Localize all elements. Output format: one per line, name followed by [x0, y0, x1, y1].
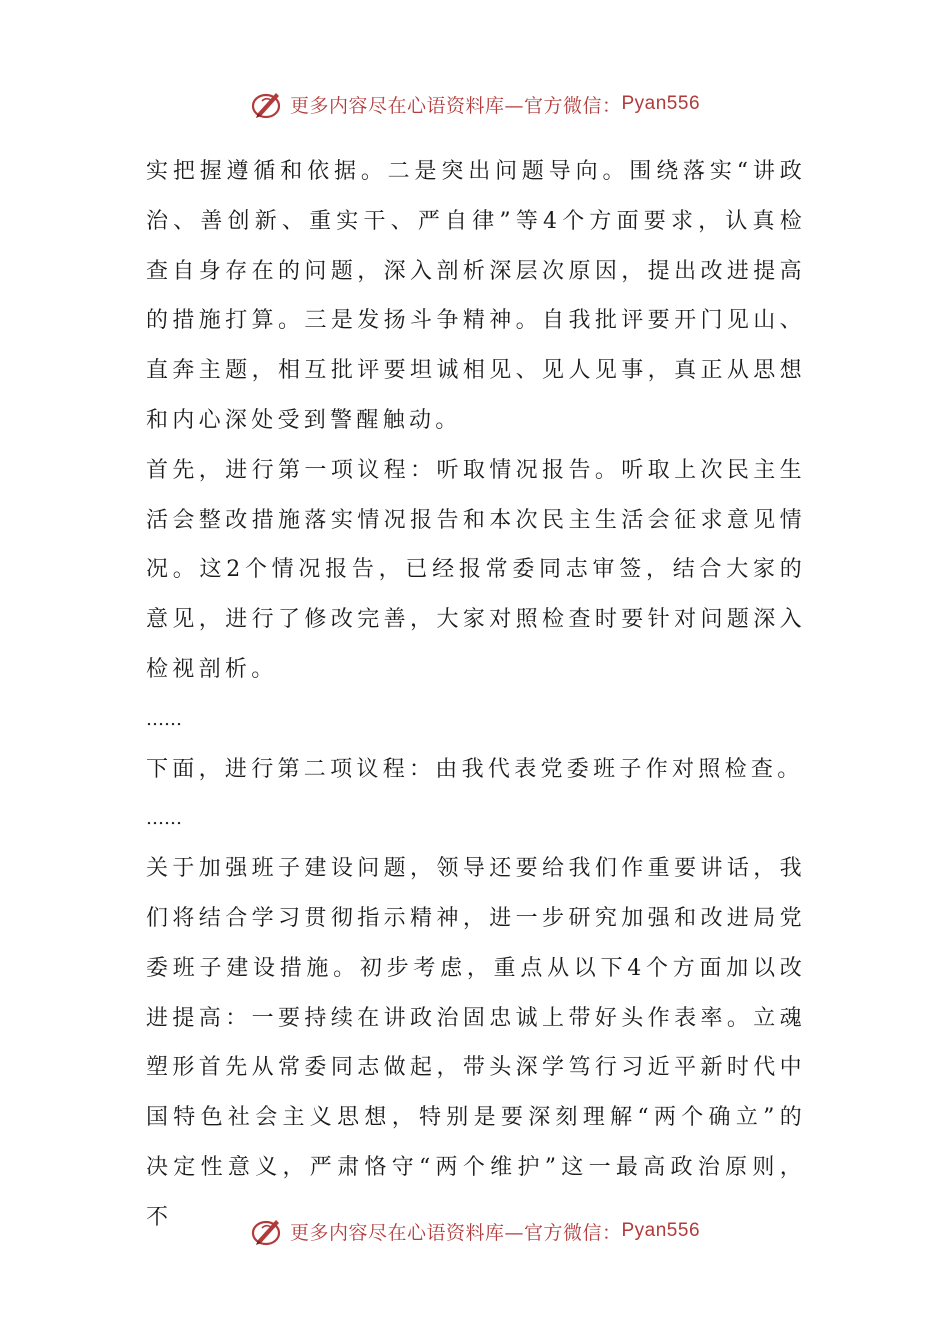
footer-watermark: [0, 1211, 950, 1251]
watermark-text: 更多内容尽在心语资料库—官方微信：: [289, 94, 622, 117]
paragraph: 实把握遵循和依据。二是突出问题导向。围绕落实“讲政治、善创新、重实干、严自律”等4个方面要求，认真检查自身存在的问题，深入剖析深层次原因，提出改进提高的措施打算。三是发扬斗争精神。自我批评要开门见山、直奔主题，相互批评要坦诚相见、见人见事，真正从思想和内心深处受到警醒触动。: [146, 159, 806, 433]
watermark-text: 更多内容尽在心语资料库—官方微信：: [289, 1221, 622, 1244]
paragraph: 下面，进行第二项议程：由我代表党委班子作对照检查。: [146, 756, 804, 782]
pen-circle-icon: [250, 87, 284, 121]
header-watermark: [0, 84, 950, 124]
watermark-wechat-id: Pyan556: [621, 1220, 701, 1241]
ellipsis: ……: [146, 808, 182, 830]
paragraph: 首先，进行第一项议程：听取情况报告。听取上次民主生活会整改措施落实情况报告和本次民主生活会征求意见情况。这2个情况报告，已经报常委同志审签，结合大家的意见，进行了修改完善，大家对照检查时要针对问题深入检视剖析。: [146, 457, 806, 682]
document-body: [146, 147, 806, 1243]
paragraph: 关于加强班子建设问题，领导还要给我们作重要讲话，我们将结合学习贯彻指示精神，进一步研究加强和改进局党委班子建设措施。初步考虑，重点从以下4个方面加以改进提高：一要持续在讲政治固忠诚上带好头作表率。立魂塑形首先从常委同志做起，带头深学笃行习近平新时代中国特色社会主义思想，特别是要深刻理解“两个确立”的决定性意义，严肃恪守“两个维护”这一最高政治原则，不: [146, 856, 806, 1230]
ellipsis: ……: [146, 708, 182, 730]
watermark-wechat-id: Pyan556: [621, 93, 701, 114]
pen-circle-icon: [250, 1214, 284, 1248]
